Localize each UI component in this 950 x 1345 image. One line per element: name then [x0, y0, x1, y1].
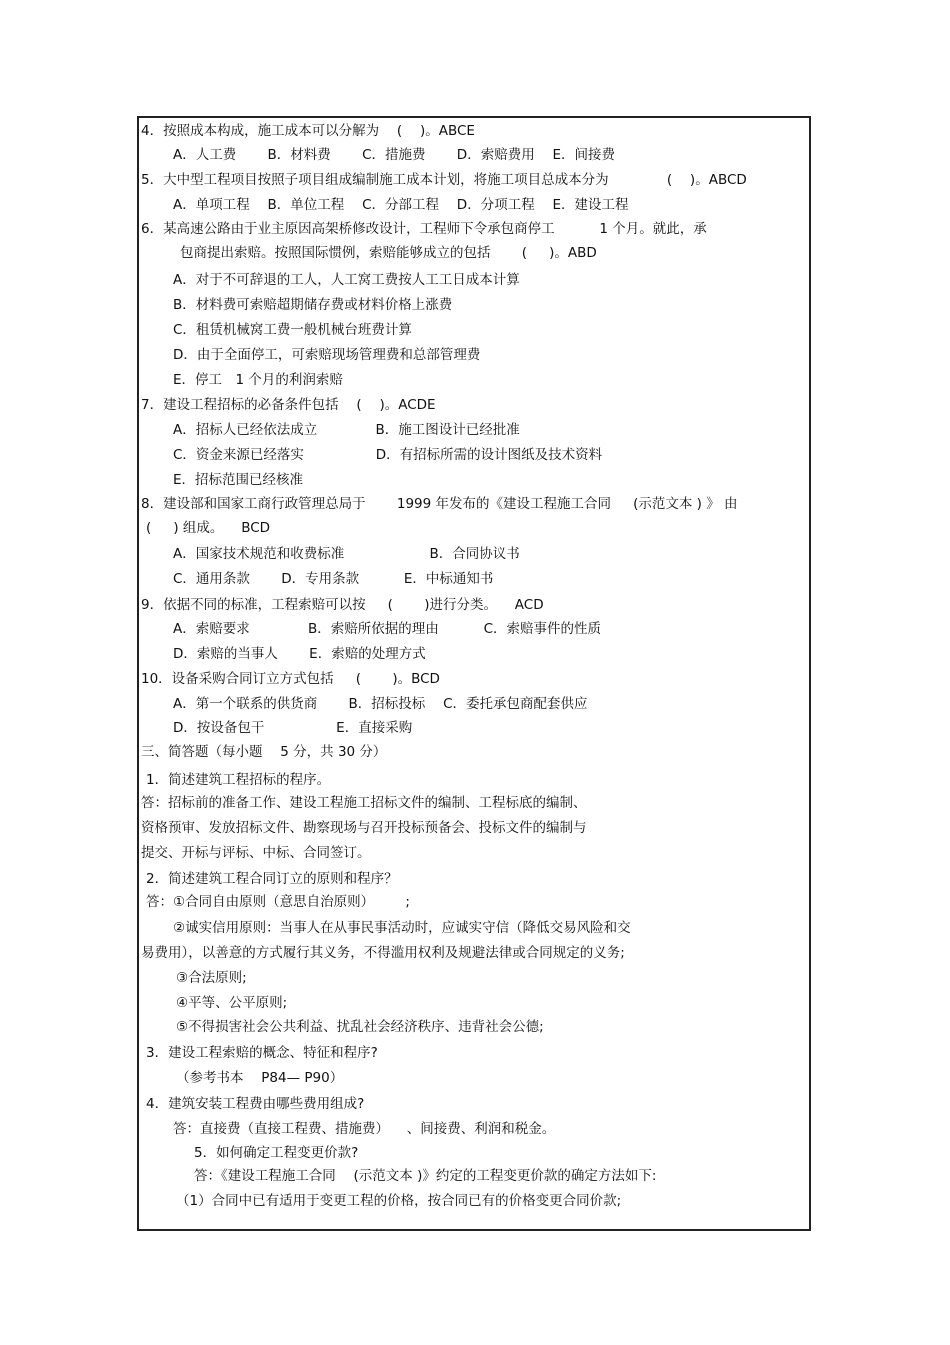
- short-answer-5-answer-line2: （1）合同中已有适用于变更工程的价格，按合同已有的价格变更合同价款;: [176, 1193, 622, 1209]
- question-9-stem: 9．依据不同的标准，工程索赔可以按 ( )进行分类。 ACD: [141, 597, 544, 613]
- short-answer-3-answer: （参考书本 P84— P90）: [176, 1070, 344, 1086]
- question-10-options-abc: A．第一个联系的供货商 B．招标投标 C．委托承包商配套供应: [173, 696, 588, 712]
- question-8-options-cde: C．通用条款 D．专用条款 E．中标通知书: [173, 571, 494, 587]
- short-answer-1-answer-line2: 资格预审、发放招标文件、勘察现场与召开投标预备会、投标文件的编制与: [141, 820, 587, 836]
- short-answer-4-answer: 答：直接费（直接工程费、措施费） 、间接费、利润和税金。: [173, 1121, 556, 1137]
- question-8-options-ab: A．国家技术规范和收费标准 B．合同协议书: [173, 546, 520, 562]
- question-9-options-abc: A．索赔要求 B．索赔所依据的理由 C．索赔事件的性质: [173, 621, 602, 637]
- question-7-option-e: E．招标范围已经核准: [173, 472, 304, 488]
- question-10-options-de: D．按设备包干 E．直接采购: [173, 720, 413, 736]
- short-answer-5-question: 5．如何确定工程变更价款?: [194, 1145, 359, 1161]
- question-8-stem-line1: 8．建设部和国家工商行政管理总局于 1999 年发布的《建设工程施工合同 (示范文本 ) 》 由: [141, 496, 738, 512]
- question-6-option-a: A．对于不可辞退的工人，人工窝工费按人工工日成本计算: [173, 272, 520, 288]
- question-6-option-d: D．由于全面停工，可索赔现场管理费和总部管理费: [173, 347, 481, 363]
- short-answer-1-answer-line3: 提交、开标与评标、中标、合同签订。: [141, 845, 371, 861]
- short-answer-4-question: 4．建筑安装工程费由哪些费用组成?: [146, 1096, 365, 1112]
- question-9-options-de: D．索赔的当事人 E．索赔的处理方式: [173, 646, 426, 662]
- question-6-option-b: B．材料费可索赔超期储存费或材料价格上涨费: [173, 297, 453, 313]
- short-answer-2-answer-line5: ④平等、公平原则;: [176, 995, 288, 1011]
- question-6-stem-line1: 6．某高速公路由于业主原因高架桥修改设计，工程师下令承包商停工 1 个月。就此，承: [141, 221, 707, 237]
- short-answer-2-answer-line1: 答：①合同自由原则（意思自治原则） ;: [146, 894, 410, 910]
- question-4-options: A．人工费 B．材料费 C．措施费 D．索赔费用 E．间接费: [173, 147, 616, 163]
- short-answer-2-answer-line4: ③合法原则;: [176, 970, 247, 986]
- short-answer-1-answer-line1: 答：招标前的准备工作、建设工程施工招标文件的编制、工程标底的编制、: [141, 795, 587, 811]
- question-7-stem: 7．建设工程招标的必备条件包括 ( )。ACDE: [141, 397, 436, 413]
- question-8-stem-line2: ( ) 组成。 BCD: [146, 520, 271, 536]
- question-6-stem-line2: 包商提出索赔。按照国际惯例，索赔能够成立的包括 ( )。ABD: [180, 245, 597, 261]
- short-answer-5-answer-line1: 答：《建设工程施工合同 (示范文本 )》约定的工程变更价款的确定方法如下:: [194, 1168, 657, 1184]
- question-6-option-c: C．租赁机械窝工费一般机械台班费计算: [173, 322, 412, 338]
- short-answer-1-question: 1．简述建筑工程招标的程序。: [146, 772, 331, 788]
- section-3-heading: 三、简答题（每小题 5 分，共 30 分）: [141, 744, 387, 760]
- question-7-options-cd: C．资金来源已经落实 D．有招标所需的设计图纸及技术资料: [173, 447, 603, 463]
- question-5-stem: 5．大中型工程项目按照子项目组成编制施工成本计划，将施工项目总成本分为 ( )。ABCD: [141, 172, 747, 188]
- short-answer-2-question: 2．简述建筑工程合同订立的原则和程序？: [146, 871, 398, 887]
- short-answer-3-question: 3．建设工程索赔的概念、特征和程序?: [146, 1045, 378, 1061]
- short-answer-2-answer-line6: ⑤不得损害社会公共利益、扰乱社会经济秩序、违背社会公德;: [176, 1019, 544, 1035]
- question-6-option-e: E．停工 1 个月的利润索赔: [173, 372, 343, 388]
- question-7-options-ab: A．招标人已经依法成立 B．施工图设计已经批准: [173, 422, 520, 438]
- short-answer-2-answer-line3: 易费用），以善意的方式履行其义务，不得滥用权利及规避法律或合同规定的义务;: [141, 945, 625, 961]
- question-4-stem: 4．按照成本构成，施工成本可以分解为 ( )。ABCE: [141, 123, 475, 139]
- short-answer-2-answer-line2: ②诚实信用原则：当事人在从事民事活动时，应诚实守信（降低交易风险和交: [173, 920, 631, 936]
- question-5-options: A．单项工程 B．单位工程 C．分部工程 D．分项工程 E．建设工程: [173, 197, 629, 213]
- question-10-stem: 10．设备采购合同订立方式包括 ( )。BCD: [141, 671, 440, 687]
